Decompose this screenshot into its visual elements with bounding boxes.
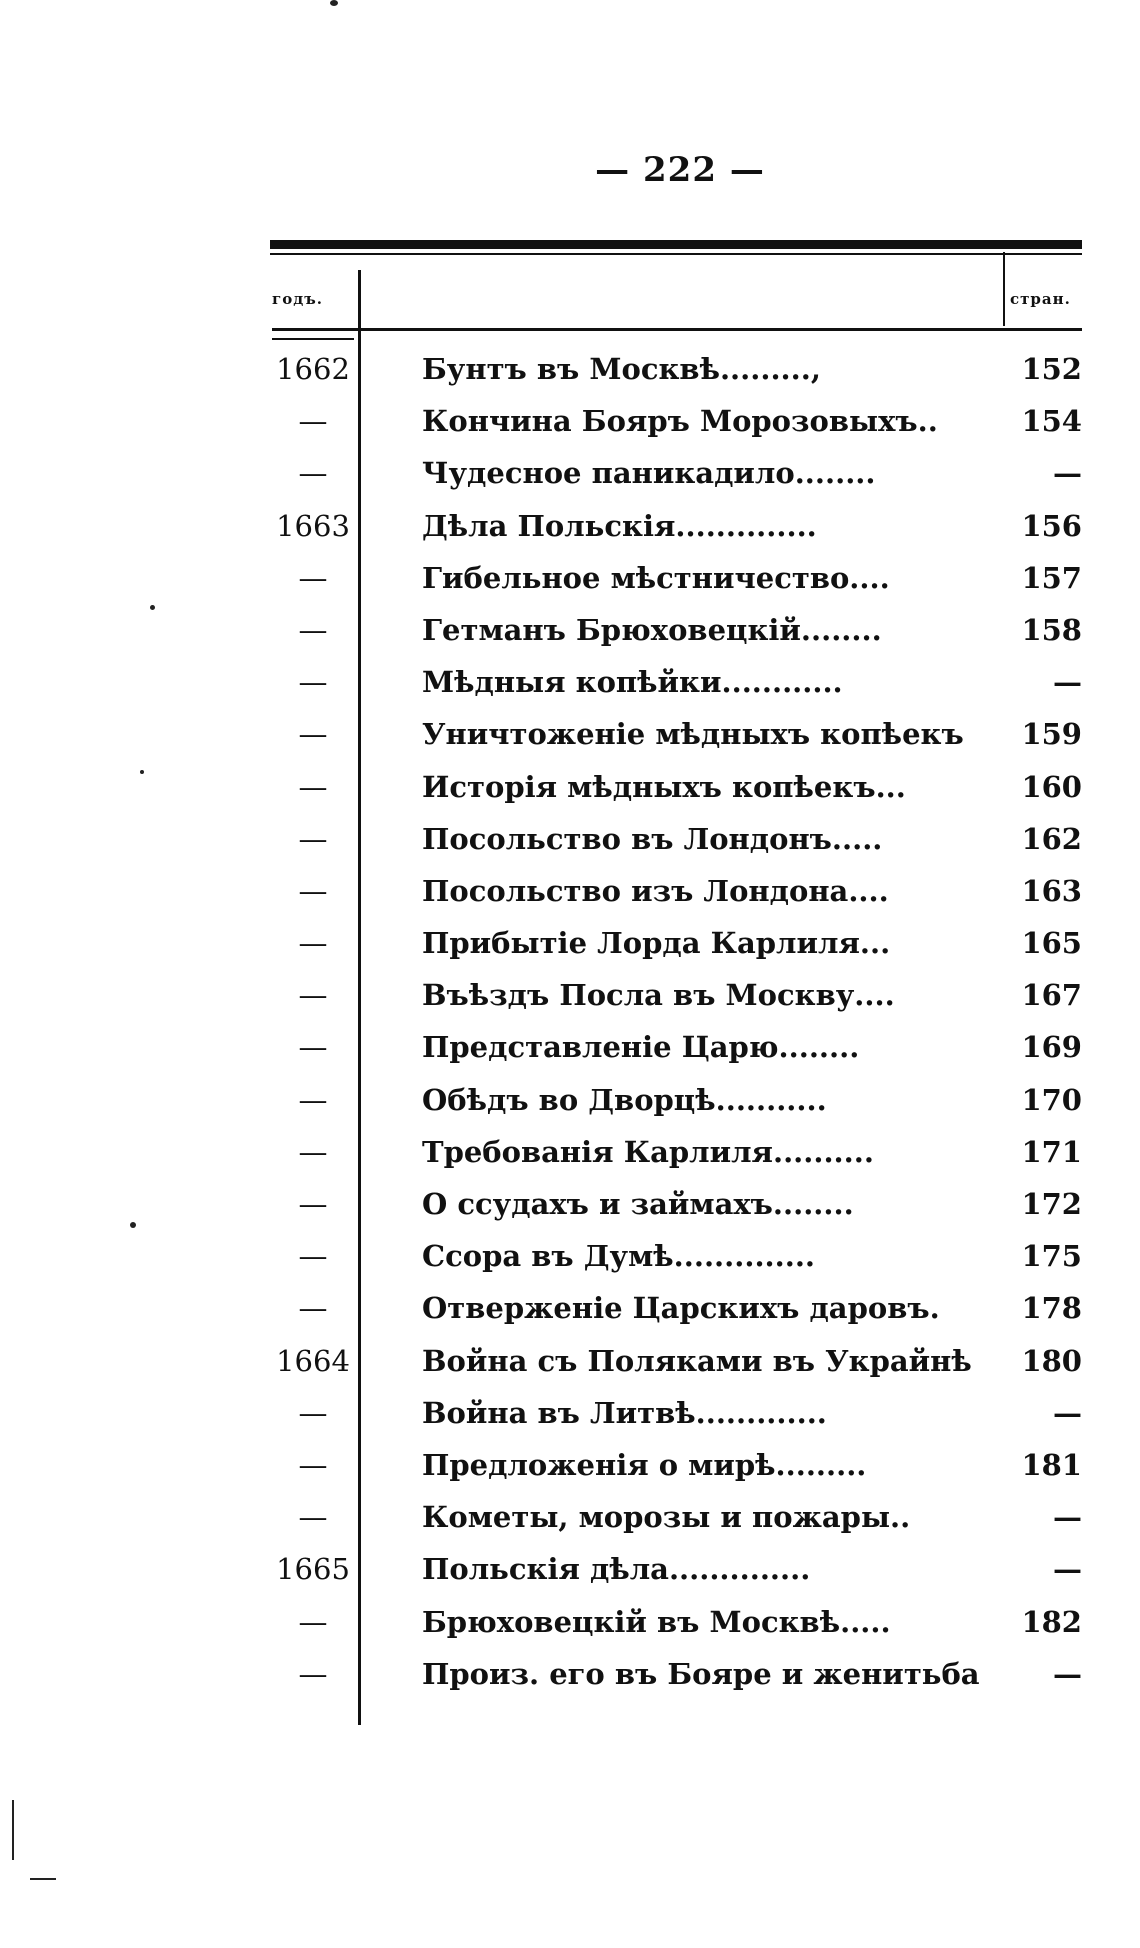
toc-year: — <box>298 978 328 1013</box>
scan-speck <box>150 605 155 610</box>
toc-title: Отверженіе Царскихъ даровъ. <box>422 1291 940 1326</box>
toc-year: 1662 <box>276 352 350 386</box>
scan-speck <box>12 1800 14 1860</box>
toc-title: Требованія Карлиля.......... <box>422 1134 874 1169</box>
toc-row <box>270 658 1082 710</box>
toc-page: 170 <box>1021 1082 1082 1117</box>
toc-page: 178 <box>1021 1291 1082 1326</box>
toc-year: — <box>298 926 328 961</box>
toc-year: — <box>298 717 328 752</box>
toc-row <box>270 554 1082 606</box>
toc-year: — <box>298 1604 328 1639</box>
toc-title: Произ. его въ Бояре и женитьба <box>422 1656 980 1691</box>
toc-year: — <box>298 404 328 439</box>
page-column-header: стран. <box>1010 290 1071 308</box>
toc-row <box>270 449 1082 501</box>
toc-page: 159 <box>1021 717 1082 752</box>
toc-page: 160 <box>1021 769 1082 804</box>
toc-page: 152 <box>1021 352 1082 386</box>
toc-title: Прибытіе Лорда Карлиля... <box>422 926 891 961</box>
top-double-rule <box>270 240 1082 249</box>
toc-row <box>270 1284 1082 1336</box>
toc-row <box>270 1650 1082 1702</box>
toc-page: — <box>1053 456 1082 491</box>
toc-title: Представленіе Царю........ <box>422 1030 860 1065</box>
toc-row <box>270 397 1082 449</box>
toc-row <box>270 1598 1082 1650</box>
toc-row <box>270 815 1082 867</box>
toc-title: Мѣдныя копѣйки............ <box>422 665 843 700</box>
toc-year: — <box>298 1134 328 1169</box>
toc-page: 158 <box>1021 612 1082 647</box>
toc-row <box>270 867 1082 919</box>
table-of-contents <box>270 345 1082 1702</box>
toc-year: — <box>298 1447 328 1482</box>
toc-title: Война съ Поляками въ Украйнѣ <box>422 1343 972 1378</box>
toc-row <box>270 763 1082 815</box>
toc-year: 1665 <box>276 1552 350 1587</box>
toc-page: 167 <box>1021 978 1082 1013</box>
toc-row <box>270 1545 1082 1597</box>
toc-title: Посольство въ Лондонъ..... <box>422 821 883 856</box>
year-header-underline <box>272 338 354 340</box>
toc-year: — <box>298 821 328 856</box>
toc-title: Уничтоженіе мѣдныхъ копѣекъ <box>422 717 964 752</box>
toc-title: Польскія дѣла.............. <box>422 1552 811 1587</box>
toc-page: 182 <box>1021 1604 1082 1639</box>
toc-year: — <box>298 665 328 700</box>
toc-title: О ссудахъ и займахъ........ <box>422 1187 854 1221</box>
toc-year: — <box>298 1082 328 1117</box>
toc-title: Кончина Бояръ Морозовыхъ.. <box>422 404 938 439</box>
toc-row <box>270 1180 1082 1232</box>
toc-page: 165 <box>1021 926 1082 961</box>
toc-page: 162 <box>1021 821 1082 856</box>
toc-row <box>270 1389 1082 1441</box>
toc-page: 154 <box>1021 404 1082 439</box>
toc-title: Гибельное мѣстничество.... <box>422 560 890 595</box>
toc-page: 169 <box>1021 1030 1082 1065</box>
toc-row <box>270 1232 1082 1284</box>
toc-page: 181 <box>1021 1447 1082 1482</box>
toc-year: — <box>298 1500 328 1535</box>
toc-title: Ссора въ Думѣ.............. <box>422 1239 816 1274</box>
scan-speck <box>130 1222 136 1228</box>
toc-year: 1663 <box>276 508 350 543</box>
toc-page: — <box>1053 1656 1082 1691</box>
toc-page: 171 <box>1021 1134 1082 1169</box>
scan-speck <box>140 770 144 774</box>
toc-row <box>270 1493 1082 1545</box>
toc-page: 163 <box>1021 873 1082 908</box>
top-thin-rule <box>270 253 1082 255</box>
toc-year: — <box>298 1239 328 1274</box>
toc-title: Посольство изъ Лондона.... <box>422 873 889 908</box>
toc-page: — <box>1053 1395 1082 1430</box>
toc-year: — <box>298 1030 328 1065</box>
scan-speck <box>330 0 338 6</box>
toc-year: — <box>298 456 328 491</box>
toc-title: Дѣла Польскія.............. <box>422 508 817 543</box>
toc-year: — <box>298 1187 328 1221</box>
toc-row <box>270 971 1082 1023</box>
header-divider <box>1003 252 1005 326</box>
toc-page: 180 <box>1021 1343 1082 1378</box>
toc-page: 172 <box>1021 1187 1082 1221</box>
toc-title: Бунтъ въ Москвѣ........., <box>422 352 821 386</box>
toc-row <box>270 345 1082 397</box>
toc-title: Гетманъ Брюховецкій........ <box>422 612 882 647</box>
toc-page: — <box>1053 1500 1082 1535</box>
toc-title: Кометы, морозы и пожары.. <box>422 1500 911 1535</box>
toc-page: — <box>1053 1552 1082 1587</box>
scan-speck <box>30 1878 56 1880</box>
toc-year: — <box>298 612 328 647</box>
year-column-header: годъ. <box>272 290 323 308</box>
toc-year: — <box>298 873 328 908</box>
toc-row <box>270 919 1082 971</box>
toc-title: Брюховецкій въ Москвѣ..... <box>422 1604 891 1639</box>
toc-page: 156 <box>1021 508 1082 543</box>
toc-row <box>270 1128 1082 1180</box>
toc-page: — <box>1053 665 1082 700</box>
toc-page: 157 <box>1021 560 1082 595</box>
toc-row <box>270 710 1082 762</box>
toc-row <box>270 1337 1082 1389</box>
toc-title: Въѣздъ Посла въ Москву.... <box>422 978 895 1013</box>
toc-row <box>270 1023 1082 1075</box>
toc-page: 175 <box>1021 1239 1082 1274</box>
toc-title: Обѣдъ во Дворцѣ........... <box>422 1082 827 1117</box>
toc-title: Чудесное паникадило........ <box>422 456 876 491</box>
toc-title: Предложенія о мирѣ......... <box>422 1447 867 1482</box>
header-rule <box>272 328 1082 331</box>
toc-title: Исторія мѣдныхъ копѣекъ... <box>422 769 906 804</box>
toc-year: — <box>298 769 328 804</box>
toc-year: 1664 <box>276 1343 350 1378</box>
toc-row <box>270 606 1082 658</box>
toc-row <box>270 502 1082 554</box>
page-number: — 222 — <box>595 150 765 190</box>
toc-year: — <box>298 560 328 595</box>
toc-row <box>270 1441 1082 1493</box>
toc-year: — <box>298 1656 328 1691</box>
toc-year: — <box>298 1395 328 1430</box>
toc-title: Война въ Литвѣ............. <box>422 1395 827 1430</box>
toc-row <box>270 1076 1082 1128</box>
toc-year: — <box>298 1291 328 1326</box>
